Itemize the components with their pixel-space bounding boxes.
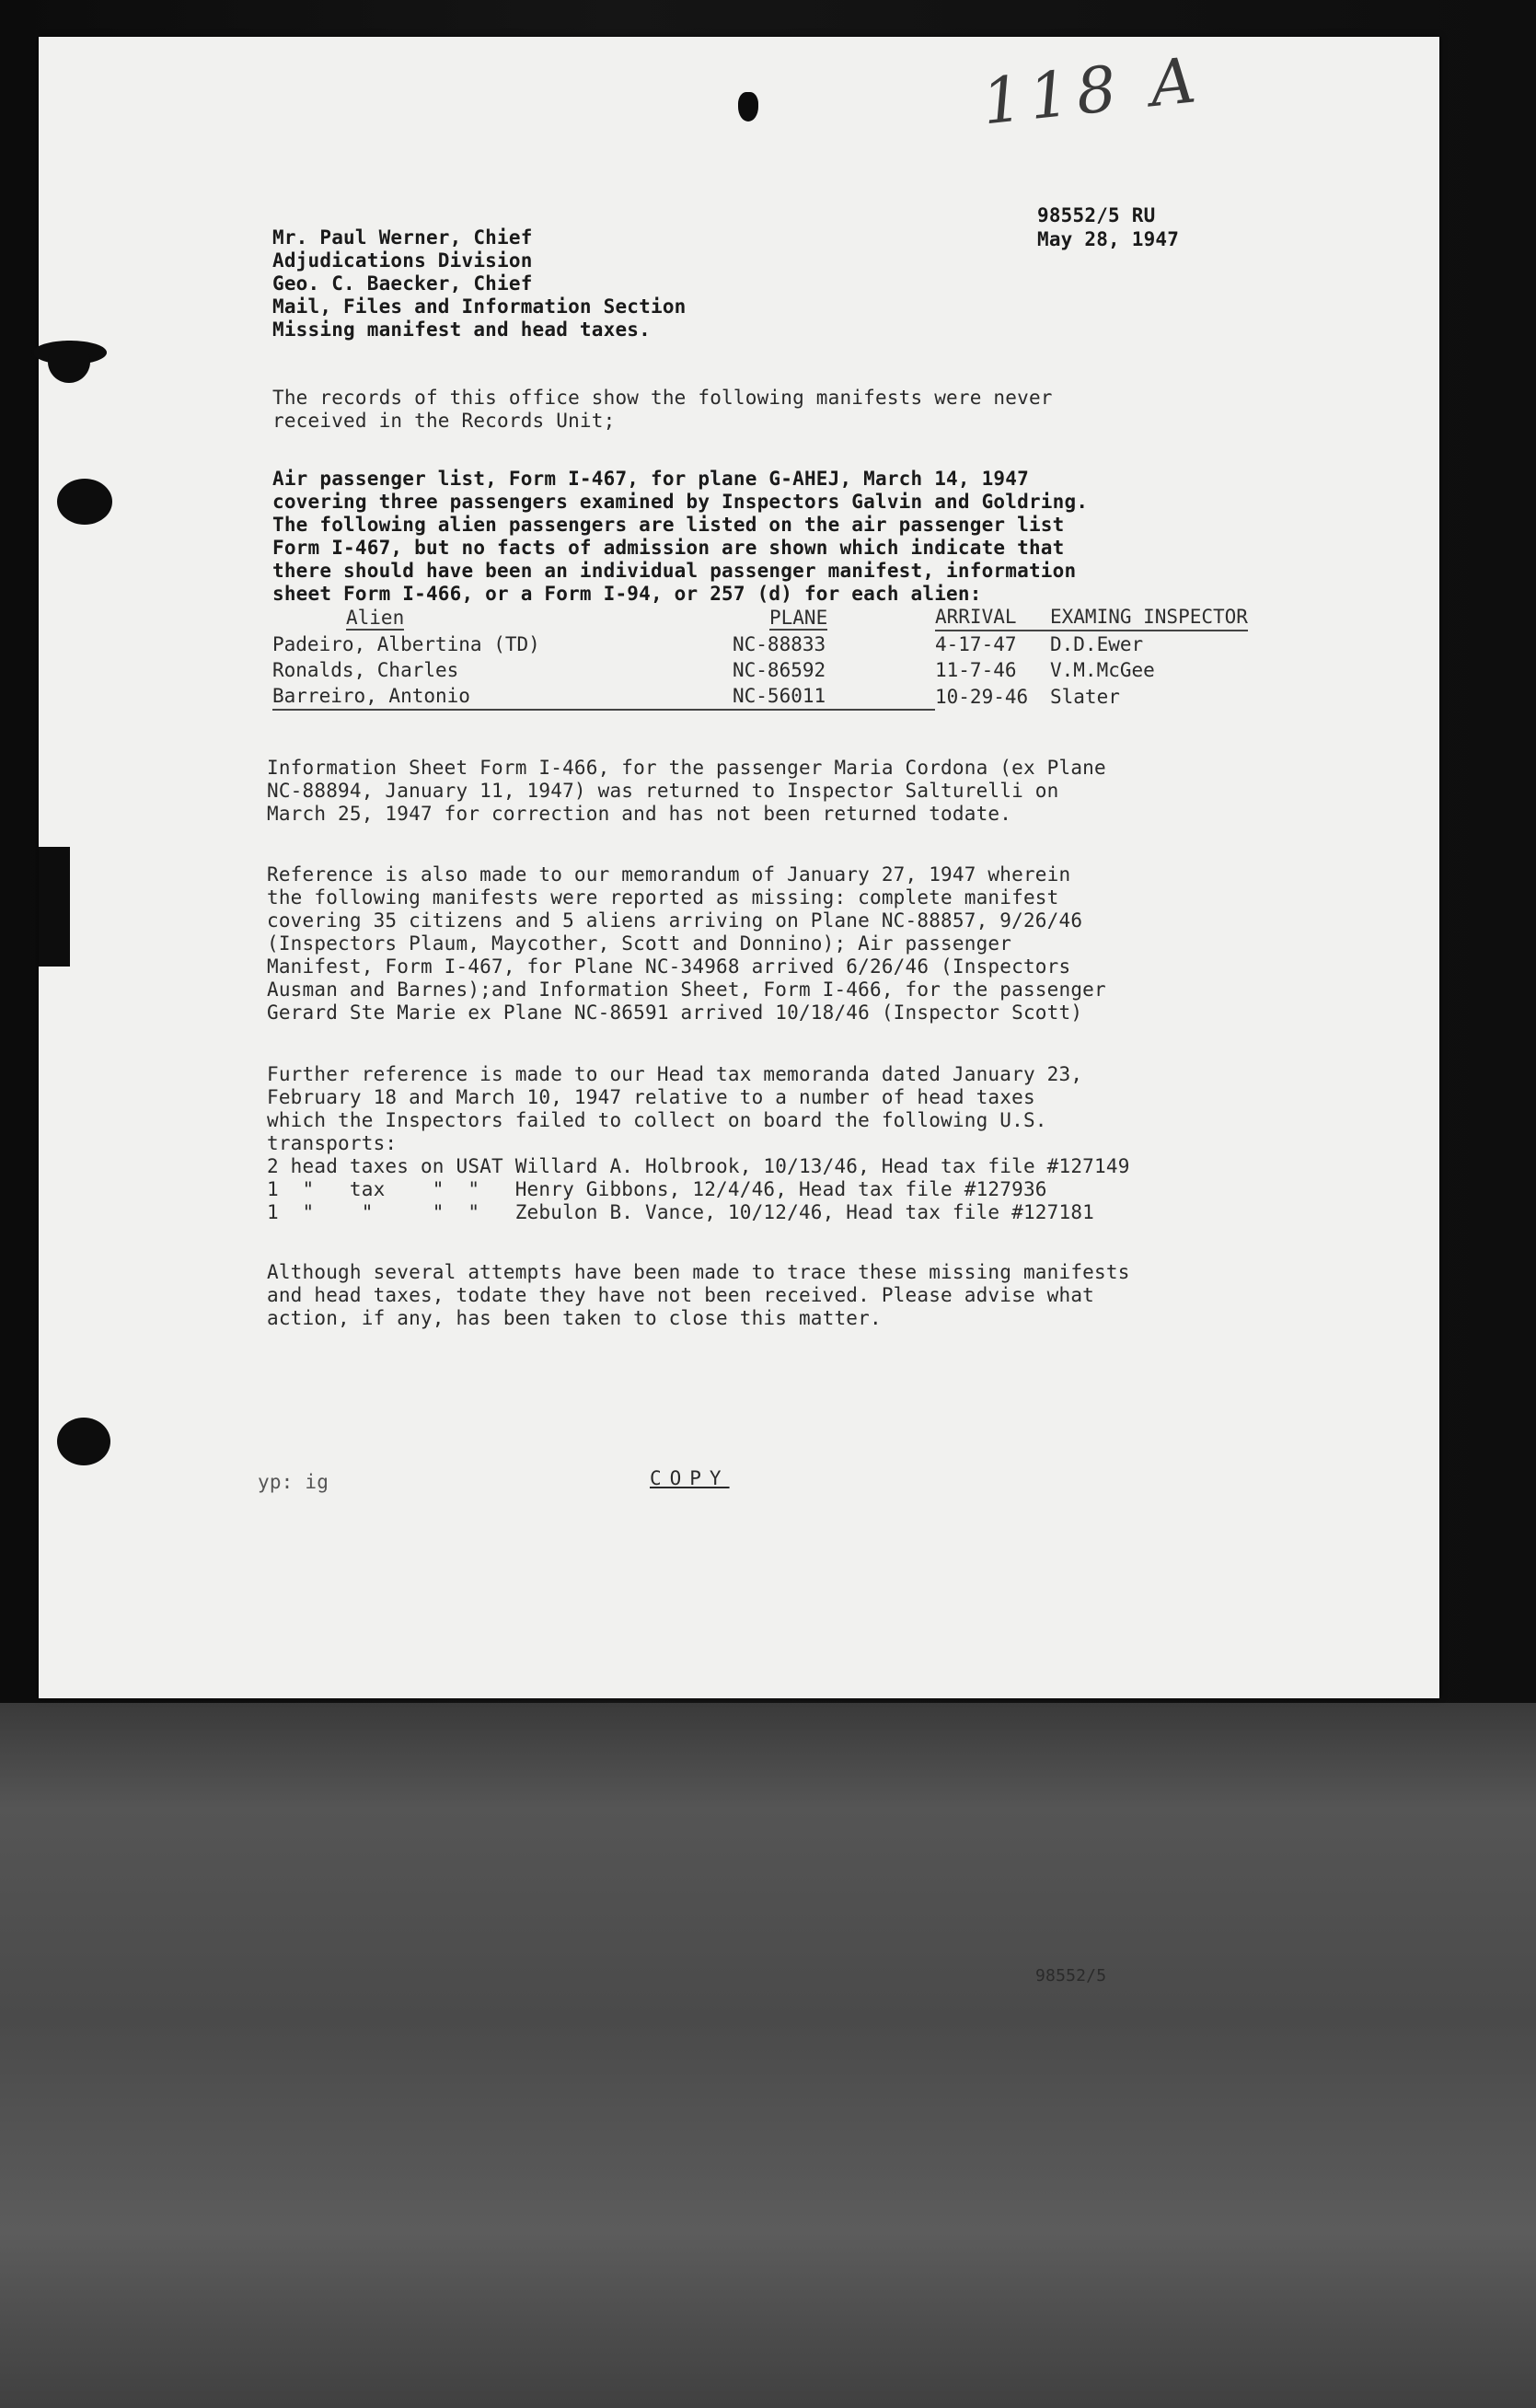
memo-date: May 28, 1947 xyxy=(1037,228,1180,250)
paragraph-line: Information Sheet Form I-466, for the passenger Maria Cordona (ex Plane xyxy=(267,757,1106,779)
paragraph-line: Manifest, Form I-467, for Plane NC-34968 arrived 6/26/46 (Inspectors xyxy=(267,955,1071,978)
paragraph-line: covering three passengers examined by Inspectors Galvin and Goldring. xyxy=(272,491,1089,513)
alien-passenger-table xyxy=(272,604,1248,711)
handwritten-margin-note: 118 A xyxy=(978,43,1207,140)
head-tax-entry: 1 " tax " " Henry Gibbons, 12/4/46, Head tax file #127936 xyxy=(267,1178,1047,1200)
plane-cell: NC-86592 xyxy=(733,659,826,681)
arrival-cell: 10-29-46 xyxy=(935,685,1029,708)
paragraph-line: (Inspectors Plaum, Maycother, Scott and Donnino); Air passenger xyxy=(267,932,1012,955)
paragraph-line: action, if any, has been taken to close this matter. xyxy=(267,1307,882,1329)
file-reference: 98552/5 RU xyxy=(1037,204,1156,226)
paragraph-line: Form I-467, but no facts of admission are shown which indicate that xyxy=(272,537,1065,559)
inspector-cell: Slater xyxy=(1050,685,1120,708)
alien-name-cell: Padeiro, Albertina (TD) xyxy=(272,632,540,655)
punch-mark xyxy=(738,92,758,122)
paragraph-line: received in the Records Unit; xyxy=(272,410,616,432)
paragraph-line: The records of this office show the following manifests were never xyxy=(272,387,1053,409)
paragraph-line: Air passenger list, Form I-467, for plane G-AHEJ, March 14, 1947 xyxy=(272,468,1029,490)
head-tax-entry: 1 " " " " Zebulon B. Vance, 10/12/46, Head tax file #127181 xyxy=(267,1201,1095,1223)
plane-cell: NC-88833 xyxy=(733,632,826,655)
paragraph-line: covering 35 citizens and 5 aliens arriving on Plane NC-88857, 9/26/46 xyxy=(267,909,1083,932)
paragraph-line: Gerard Ste Marie ex Plane NC-86591 arrived 10/18/46 (Inspector Scott) xyxy=(267,1001,1083,1024)
head-tax-entry: 2 head taxes on USAT Willard A. Holbrook, 10/13/46, Head tax file #127149 xyxy=(267,1155,1130,1177)
paragraph-line: Further reference is made to our Head tax memoranda dated January 23, xyxy=(267,1063,1083,1085)
edge-binding-mark xyxy=(39,847,70,967)
table-row xyxy=(272,631,1248,657)
address-line: Geo. C. Baecker, Chief xyxy=(272,272,533,295)
address-line: Mail, Files and Information Section xyxy=(272,295,687,318)
alien-name-cell: Barreiro, Antonio xyxy=(272,683,733,710)
column-header-arrival: ARRIVAL xyxy=(935,604,1050,631)
column-header-plane: PLANE xyxy=(769,606,828,629)
table-row xyxy=(272,657,1248,683)
inspector-cell: V.M.McGee xyxy=(1050,659,1155,681)
paragraph-line: the following manifests were reported as missing: complete manifest xyxy=(267,886,1059,909)
paragraph-line: February 18 and March 10, 1947 relative to a number of head taxes xyxy=(267,1086,1035,1108)
arrival-cell: 4-17-47 xyxy=(935,633,1017,655)
paragraph-line: The following alien passengers are listed on the air passenger list xyxy=(272,514,1065,536)
punch-hole xyxy=(57,1418,110,1465)
paragraph-line: Ausman and Barnes);and Information Sheet, Form I-466, for the passenger xyxy=(267,978,1106,1001)
column-header-inspector: EXAMING INSPECTOR xyxy=(1050,604,1248,631)
paragraph-line: there should have been an individual passenger manifest, information xyxy=(272,560,1077,582)
stamp-mark: 98552/5 xyxy=(1035,1966,1107,1985)
paragraph-line: March 25, 1947 for correction and has not been returned todate. xyxy=(267,803,1012,825)
inspector-cell: D.D.Ewer xyxy=(1050,633,1144,655)
paragraph-line: transports: xyxy=(267,1132,398,1154)
plane-cell: NC-56011 xyxy=(733,683,935,710)
address-line: Adjudications Division xyxy=(272,249,533,272)
subject-line: Missing manifest and head taxes. xyxy=(272,318,651,341)
paragraph-line: sheet Form I-466, or a Form I-94, or 257 (d) for each alien: xyxy=(272,583,982,605)
punch-hole xyxy=(48,341,90,383)
address-line: Mr. Paul Werner, Chief xyxy=(272,226,533,249)
copy-label: COPY xyxy=(650,1467,730,1489)
table-header-row xyxy=(272,604,1248,631)
column-header-alien: Alien xyxy=(346,606,405,629)
paragraph-line: Reference is also made to our memorandum of January 27, 1947 wherein xyxy=(267,863,1071,886)
paragraph-line: and head taxes, todate they have not been received. Please advise what xyxy=(267,1284,1095,1306)
typist-initials: yp: ig xyxy=(258,1471,329,1493)
paragraph-line: which the Inspectors failed to collect on board the following U.S. xyxy=(267,1109,1047,1131)
table-row xyxy=(272,683,1248,710)
alien-name-cell: Ronalds, Charles xyxy=(272,659,459,681)
scanner-bed xyxy=(0,1703,1536,2408)
punch-hole xyxy=(57,479,112,525)
arrival-cell: 11-7-46 xyxy=(935,659,1017,681)
memo-page xyxy=(39,37,1439,1698)
paragraph-line: NC-88894, January 11, 1947) was returned to Inspector Salturelli on xyxy=(267,780,1059,802)
paragraph-line: Although several attempts have been made to trace these missing manifests xyxy=(267,1261,1130,1283)
